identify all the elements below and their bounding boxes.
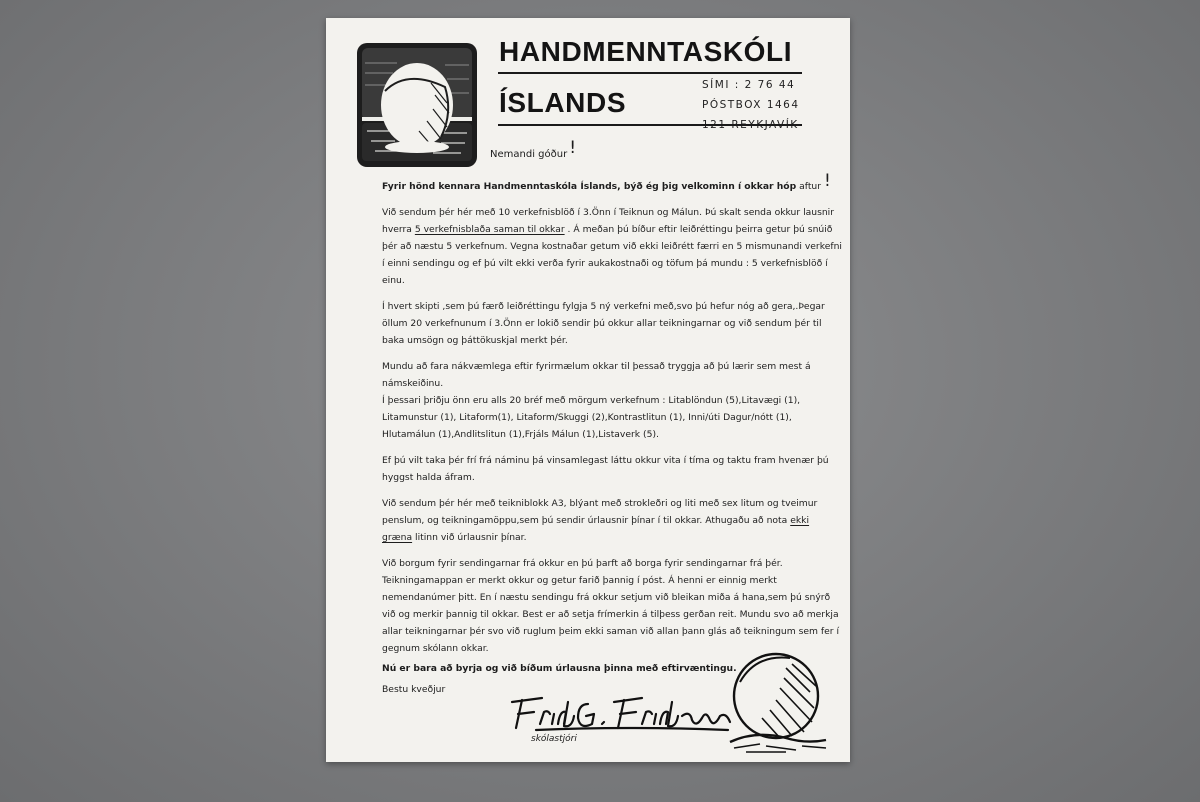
contact-block xyxy=(702,75,822,135)
paragraph-1 xyxy=(382,204,842,289)
signature-title: skólastjóri xyxy=(531,734,577,744)
intro-tail: aftur xyxy=(799,181,822,192)
signature-icon xyxy=(506,694,736,736)
final-sentence: Nú er bara að byrja og við bíðum úrlausna þinna með eftirvæntingu. xyxy=(382,663,737,674)
closing-phrase: Bestu kveðjur xyxy=(382,684,446,695)
school-logo-icon xyxy=(357,43,477,167)
closing-block xyxy=(382,663,737,695)
intro-mark: ! xyxy=(823,171,831,191)
paragraph-6 xyxy=(382,495,842,546)
greeting-mark: ! xyxy=(569,138,577,158)
header-rule-top xyxy=(498,72,802,74)
school-name-line2: ÍSLANDS xyxy=(499,87,627,118)
greeting-text: Nemandi góður xyxy=(490,149,568,160)
letter-body xyxy=(382,171,842,666)
intro-text: Fyrir hönd kennara Handmenntaskóla Íslands, býð ég þig velkominn í okkar hóp xyxy=(382,181,797,192)
paragraph-4: Í þessari þriðju önn eru alls 20 bréf með mörgum verkefnum : Litablöndun (5),Litavægi (1), Litamunstur (1), Litaform(1), Litaform/Skuggi (2),Kontrastlitun (1), Inni/úti Dagur/nótt (1), Hlutamálun (1),Andlitslitun (1),Frjáls Málun (1),Listaverk (5). xyxy=(382,395,801,440)
para6-underlined: ekki græna xyxy=(382,515,810,543)
paragraph-intro xyxy=(382,171,842,195)
paragraph-7: Við borgum fyrir sendingarnar frá okkur en þú þarft að borga fyrir sendingarnar frá þér. Teikningamappan er merkt okkur og getur farið þannig í póst. Á henni er einnig merkt nemendanúmer þitt. En í næstu sendingu frá okkur setjum við bleikan miða á hana,sem þú snýrð við og merkir þannig til okkar. Best er að setja frímerkin á tilþess gerðan reit. Mundu svo að merkja allar teikningarnar þér svo við ruglum þeim ekki saman við allan þann glás að teikningum sem fer í gegnum skólann okkar. xyxy=(382,558,840,654)
letter-page xyxy=(326,18,850,762)
para1-underlined: 5 verkefnisblaða saman til okkar xyxy=(414,224,565,235)
paragraph-3: Mundu að fara nákvæmlega eftir fyrirmælum okkar til þessað tryggja að þú lærir sem mest á námskeiðinu. xyxy=(382,361,811,389)
para1-text-b: . Á meðan þú bíður eftir leiðréttingu þeirra getur þú snúið þér að næstu 5 verkefnum. Vegna kostnaðar getum við ekki leiðrétt færri en 5 mismunandi verkefni í einni sendingu og ef þú vilt ekki verða fyrir aukakostnaði og töfum þá mundu : 5 verkefnisblöð í einu. xyxy=(382,224,842,286)
para6-text-a: Við sendum þér hér með teikniblokk A3, blýant með strokleðri og liti með sex litum og tveimur penslum, og teikningamöppu,sem þú sendir úrlausnir þínar í til okkar. Athugaðu að nota xyxy=(382,498,818,526)
phone-number: SÍMI : 2 76 44 xyxy=(702,79,796,91)
ball-sketch-icon xyxy=(726,646,830,754)
school-name-line1: HANDMENNTASKÓLI xyxy=(499,36,793,67)
paragraph-5: Ef þú vilt taka þér frí frá náminu þá vinsamlegast láttu okkur vita í tíma og taktu fram hvenær þú hyggst halda áfram. xyxy=(382,455,829,483)
paragraph-2: Í hvert skipti ,sem þú færð leiðréttingu fylgja 5 ný verkefni með,svo þú hefur nóg að gera,.Þegar öllum 20 verkefnunum í 3.Önn er lokið sendir þú okkur allar teikningarnar og við sendum þér til baka umsögn og þáttökuskjal merkt þér. xyxy=(382,301,825,346)
header-rule-bottom xyxy=(498,124,802,126)
para6-text-b: litinn við úrlausnir þínar. xyxy=(415,532,527,543)
greeting xyxy=(490,138,577,162)
para1-text-a: Við sendum þér hér með 10 verkefnisblöð í 3.Önn í Teiknun og Málun. Þú skalt senda okkur lausnir hverra xyxy=(382,207,835,235)
postbox: PÓSTBOX 1464 xyxy=(702,99,800,111)
